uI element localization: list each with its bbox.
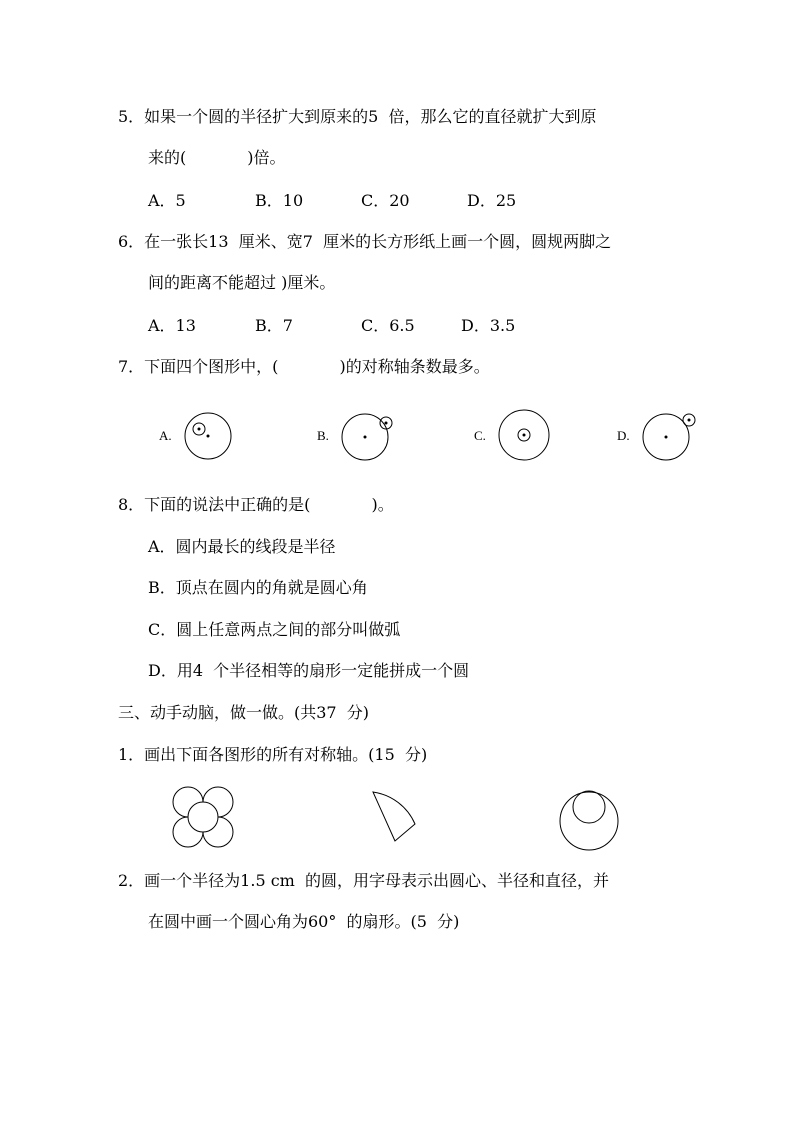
q7-figure-a-label: A. bbox=[159, 428, 172, 443]
q5-stem-line2: 来的( )倍。 bbox=[148, 148, 286, 167]
q6-option-c: C．6.5 bbox=[361, 316, 415, 335]
section3-figures bbox=[165, 784, 635, 854]
section3-problem2-line1: 2．画一个半径为1.5 cm 的圆，用字母表示出圆心、半径和直径，并 bbox=[118, 871, 610, 890]
flower-figure bbox=[173, 787, 233, 847]
q7-figure-c bbox=[499, 410, 549, 460]
section3-problem1: 1．画出下面各图形的所有对称轴。(15 分) bbox=[118, 745, 428, 764]
q6-stem-line2: 间的距离不能超过 )厘米。 bbox=[148, 273, 336, 292]
section3-heading: 三、动手动脑，做一做。(共37 分) bbox=[118, 703, 370, 722]
q5-option-c: C．20 bbox=[361, 191, 410, 210]
q6-stem-line1: 6．在一张长13 厘米、宽7 厘米的长方形纸上画一个圆，圆规两脚之 bbox=[118, 232, 612, 251]
q7-figures bbox=[150, 400, 710, 472]
q8-option-a: A．圆内最长的线段是半径 bbox=[148, 537, 336, 556]
q6-option-b: B．7 bbox=[255, 316, 293, 335]
q7-figure-c-label: C. bbox=[474, 428, 486, 443]
q8-option-d: D．用4 个半径相等的扇形一定能拼成一个圆 bbox=[148, 661, 470, 680]
q7-figure-d-label: D. bbox=[617, 428, 630, 443]
nested-circles-figure bbox=[560, 791, 618, 850]
q7-stem: 7．下面四个图形中，( )的对称轴条数最多。 bbox=[118, 357, 490, 376]
q7-figure-b-label: B. bbox=[317, 428, 329, 443]
q5-option-a: A．5 bbox=[148, 191, 186, 210]
q6-option-a: A．13 bbox=[148, 316, 196, 335]
q8-option-c: C．圆上任意两点之间的部分叫做弧 bbox=[148, 620, 401, 639]
q5-option-b: B．10 bbox=[255, 191, 304, 210]
q8-stem: 8．下面的说法中正确的是( )。 bbox=[118, 495, 394, 514]
q5-stem-line1: 5．如果一个圆的半径扩大到原来的5 倍，那么它的直径就扩大到原 bbox=[118, 107, 597, 126]
section3-problem2-line2: 在圆中画一个圆心角为60° 的扇形。(5 分) bbox=[148, 912, 460, 931]
q7-figure-a bbox=[185, 413, 231, 459]
q5-option-d: D．25 bbox=[467, 191, 517, 210]
sector-figure bbox=[373, 792, 415, 841]
q8-option-b: B．顶点在圆内的角就是圆心角 bbox=[148, 578, 368, 597]
q6-option-d: D．3.5 bbox=[461, 316, 516, 335]
q7-figure-d bbox=[643, 414, 695, 460]
q7-figure-b bbox=[342, 414, 392, 460]
